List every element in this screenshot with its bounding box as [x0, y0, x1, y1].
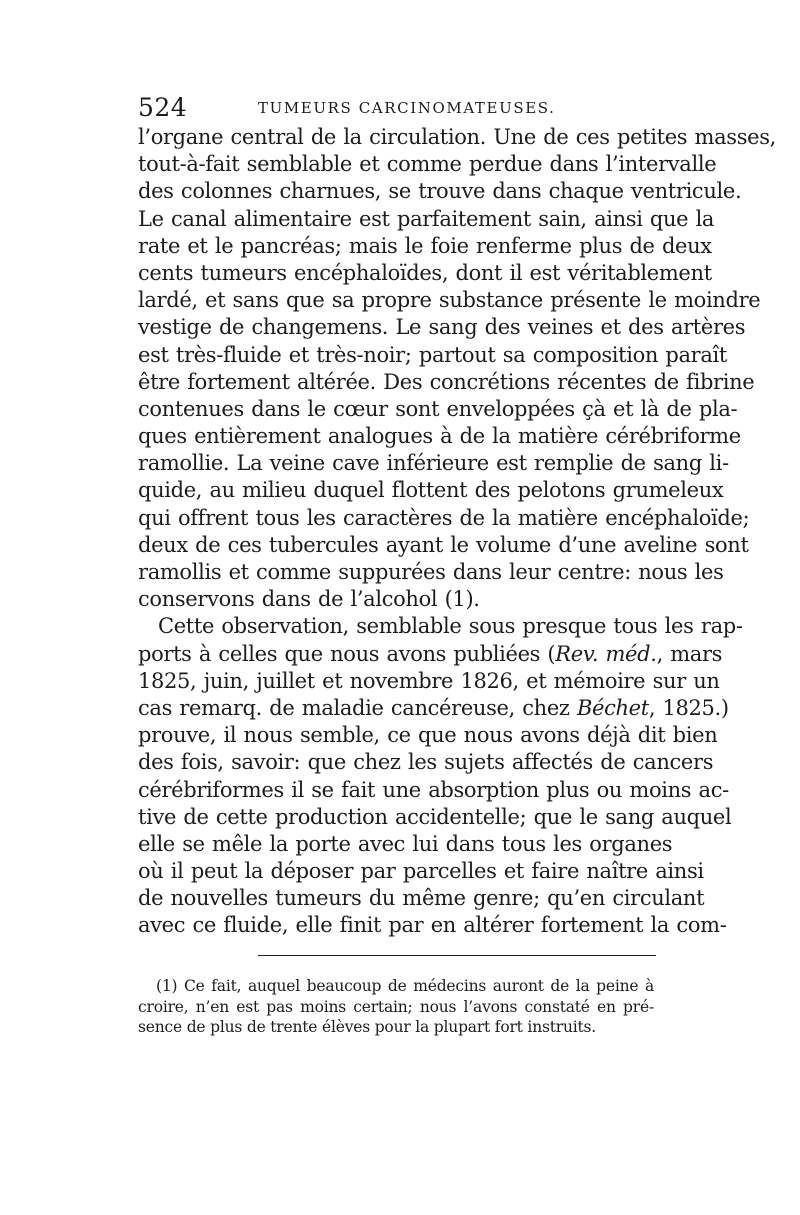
text-line: cents tumeurs encéphaloïdes, dont il est véritablement: [138, 260, 712, 285]
footnote-line: (1) Ce fait, auquel beaucoup de médecins auront de la peine à: [156, 977, 654, 995]
footnote: [138, 976, 654, 1038]
text-line: rate et le pancréas; mais le foie renferme plus de deux: [138, 233, 712, 258]
text-line: tive de cette production accidentelle; que le sang auquel: [138, 804, 732, 829]
text-segment: , mars: [656, 641, 723, 666]
text-line: vestige de changemens. Le sang des veines et des artères: [138, 315, 746, 340]
footnote-line: croire, n’en est pas moins certain; nous l’avons constaté en pré-: [138, 997, 654, 1016]
text-segment: ports à celles que nous avons publiées (: [138, 641, 556, 666]
text-line: ramollis et comme suppurées dans leur centre: nous les: [138, 560, 724, 584]
text-line: où il peut la déposer par parcelles et faire naître ainsi: [138, 859, 704, 884]
text-line: être fortement altérée. Des concrétions récentes de fibrine: [138, 369, 755, 394]
text-line: de nouvelles tumeurs du même genre; qu’en circulant: [138, 886, 705, 911]
text-line: avec ce fluide, elle finit par en altérer fortement la com-: [138, 913, 727, 938]
text-line-with-citation: [138, 695, 729, 722]
running-title: TUMEURS CARCINOMATEUSES.: [258, 99, 556, 117]
text-line: l’organe central de la circulation. Une de ces petites masses,: [138, 125, 776, 149]
text-line: elle se mêle la porte avec lui dans tous les organes: [138, 831, 673, 856]
text-line: qui offrent tous les caractères de la matière encéphaloïde;: [138, 505, 750, 530]
journal-citation: Rev. méd.: [555, 641, 657, 666]
text-line: contenues dans le cœur sont enveloppées çà et là de pla-: [138, 396, 738, 421]
footnote-line: sence de plus de trente élèves pour la plupart fort instruits.: [138, 1018, 597, 1036]
paragraph-end-line: conservons dans de l’alcohol (1).: [138, 587, 480, 612]
text-line: ramollie. La veine cave inférieure est remplie de sang li-: [138, 451, 729, 476]
text-line: quide, au milieu duquel flottent des pelotons grumeleux: [138, 478, 724, 503]
text-line: des fois, savoir: que chez les sujets affectés de cancers: [138, 750, 714, 775]
text-line: lardé, et sans que sa propre substance présente le moindre: [138, 288, 761, 313]
text-line: prouve, il nous semble, ce que nous avons déjà dit bien: [138, 723, 718, 748]
text-line: deux de ces tubercules ayant le volume d’une aveline sont: [138, 532, 749, 557]
paragraph-start-line: Cette observation, semblable sous presque tous les rap-: [158, 614, 743, 639]
publisher-citation: Béchet: [576, 695, 649, 720]
text-line-with-citation: [138, 641, 723, 668]
page-header: [138, 94, 658, 122]
text-line: est très-fluide et très-noir; partout sa composition paraît: [138, 342, 727, 367]
page-number: 524: [138, 93, 188, 122]
text-line: des colonnes charnues, se trouve dans chaque ventricule.: [138, 179, 742, 204]
footnote-separator: [258, 955, 656, 956]
text-line: ques entièrement analogues à de la matière cérébriforme: [138, 424, 741, 449]
text-segment: cas remarq. de maladie cancéreuse, chez: [138, 695, 577, 720]
text-line: tout-à-fait semblable et comme perdue dans l’intervalle: [138, 152, 717, 177]
text-line: Le canal alimentaire est parfaitement sain, ainsi que la: [138, 206, 715, 231]
text-line: 1825, juin, juillet et novembre 1826, et mémoire sur un: [138, 668, 720, 693]
text-line: cérébriformes il se fait une absorption plus ou moins ac-: [138, 777, 729, 802]
text-segment: , 1825.): [648, 695, 729, 720]
body-text: [138, 124, 776, 940]
